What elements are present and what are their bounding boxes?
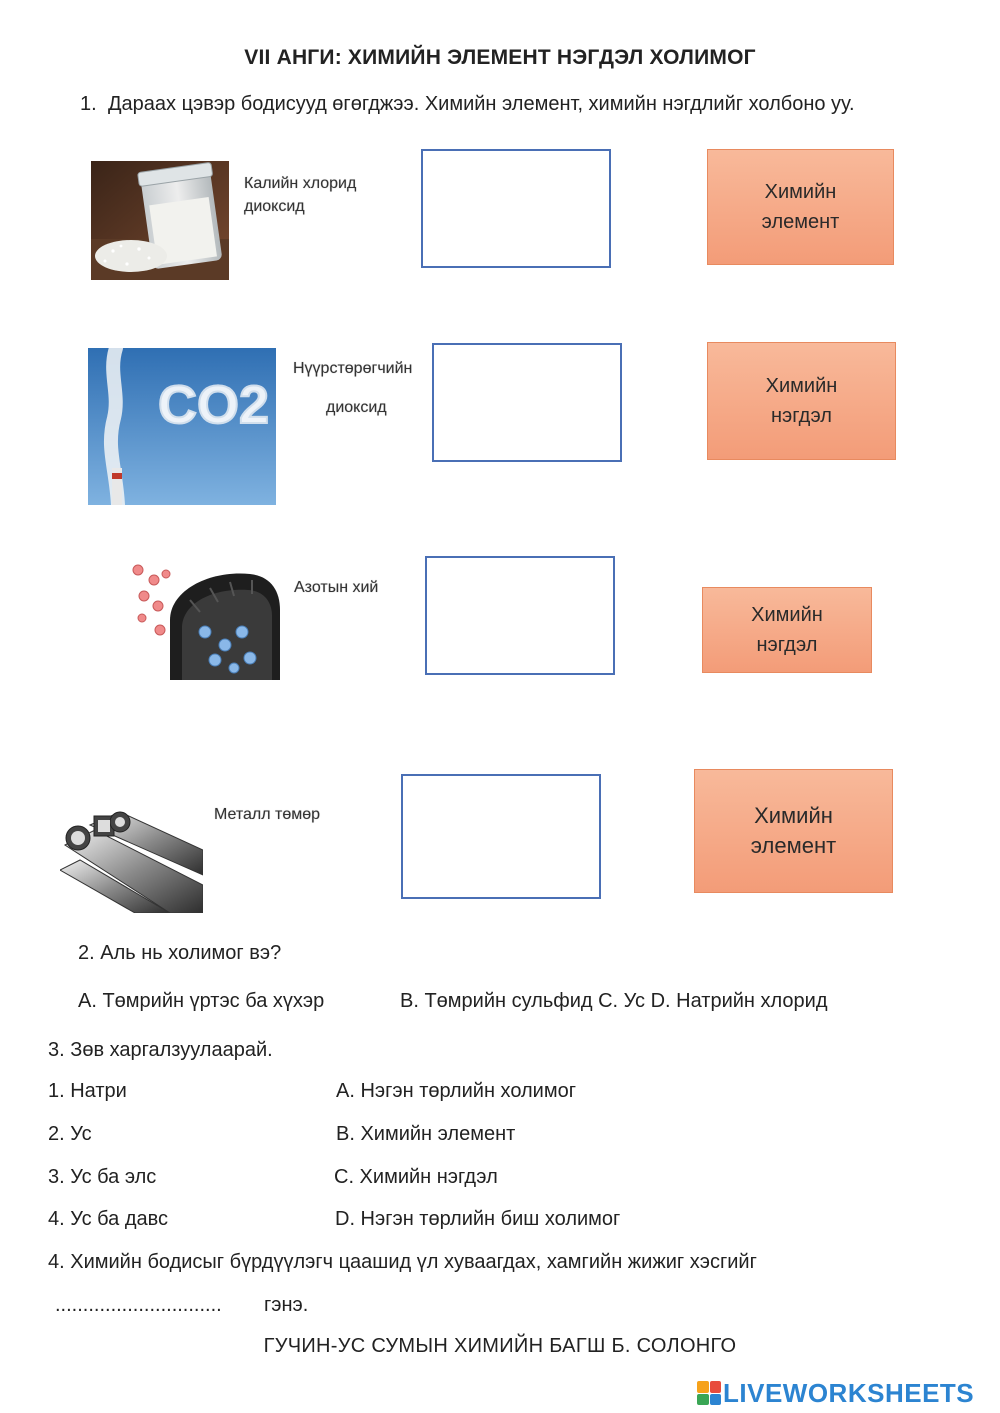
answer-tile-1[interactable] (707, 149, 894, 265)
answer-tile-4-text: Химийн элемент (750, 803, 837, 858)
q3-left-item-2: 2. Ус (48, 1123, 92, 1145)
label-nitrogen-gas (294, 576, 378, 599)
label-carbon-dioxide-line2: диоксид (326, 399, 387, 416)
label-potassium-chloride-line1: Калийн хлорид (244, 175, 357, 192)
answer-box-2[interactable] (432, 343, 622, 462)
question-1-text: Дараах цэвэр бодисууд өгөгджээ. Химийн элемент, химийн нэгдлийг холбоно уу. (108, 93, 855, 115)
question-4-suffix: гэнэ. (264, 1294, 309, 1316)
q3-right-item-d: D. Нэгэн төрлийн биш холимог (335, 1208, 621, 1230)
answer-tile-1-text: Химийн элемент (761, 181, 840, 233)
label-potassium-chloride (244, 172, 356, 218)
question-1-number: 1. (80, 93, 97, 115)
answer-tile-3[interactable] (702, 587, 872, 673)
question-1 (80, 90, 900, 119)
label-carbon-dioxide-line1: Нүүрстөрөгчийн (293, 360, 413, 377)
worksheet-title: VII АНГИ: ХИМИЙН ЭЛЕМЕНТ НЭГДЭЛ ХОЛИМОГ (244, 46, 756, 69)
q3-left-item-1: 1. Натри (48, 1080, 127, 1102)
label-potassium-chloride-line2: диоксид (244, 198, 305, 215)
answer-box-4[interactable] (401, 774, 601, 899)
co2-smoke-image (88, 348, 276, 505)
metal-pipes-image (60, 790, 203, 913)
answer-box-1[interactable] (421, 149, 611, 268)
question-2-text: 2. Аль нь холимог вэ? (78, 942, 282, 964)
q3-left-item-3: 3. Ус ба элс (48, 1166, 157, 1188)
label-metal-iron-line1: Металл төмөр (214, 806, 321, 823)
liveworksheets-logo-icon (697, 1381, 721, 1405)
label-nitrogen-gas-line1: Азотын хий (294, 579, 379, 596)
q3-right-item-b: B. Химийн элемент (336, 1123, 516, 1145)
salt-jar-image (91, 161, 229, 280)
question-2-options-rest: B. Төмрийн сульфид C. Ус D. Натрийн хлорид (400, 990, 828, 1012)
liveworksheets-wordmark: LIVEWORKSHEETS (723, 1377, 975, 1408)
label-metal-iron (214, 803, 320, 826)
answer-box-3[interactable] (425, 556, 615, 675)
question-4-blank[interactable]: .............................. (55, 1294, 222, 1316)
answer-tile-4[interactable] (694, 769, 893, 893)
question-2-option-a: A. Төмрийн үртэс ба хүхэр (78, 990, 325, 1012)
q3-right-item-c: C. Химийн нэгдэл (334, 1166, 498, 1188)
footer-author: ГУЧИН-УС СУМЫН ХИМИЙН БАГШ Б. СОЛОНГО (263, 1335, 737, 1357)
label-carbon-dioxide (293, 357, 412, 419)
co2-cloud-text: CO2 (158, 375, 270, 435)
answer-tile-2[interactable] (707, 342, 896, 460)
liveworksheets-brand (697, 1378, 974, 1408)
q3-left-item-4: 4. Ус ба давс (48, 1208, 169, 1230)
answer-tile-3-text: Химийн нэгдэл (751, 604, 823, 656)
q3-right-item-a: A. Нэгэн төрлийн холимог (336, 1080, 577, 1102)
question-3-text: 3. Зөв харгалзуулаарай. (48, 1039, 273, 1061)
question-4-text: 4. Химийн бодисыг бүрдүүлэгч цаашид үл хуваагдах, хамгийн жижиг хэсгийг (48, 1251, 757, 1273)
answer-tile-2-text: Химийн нэгдэл (765, 375, 838, 427)
tire-nitrogen-image (130, 560, 280, 680)
